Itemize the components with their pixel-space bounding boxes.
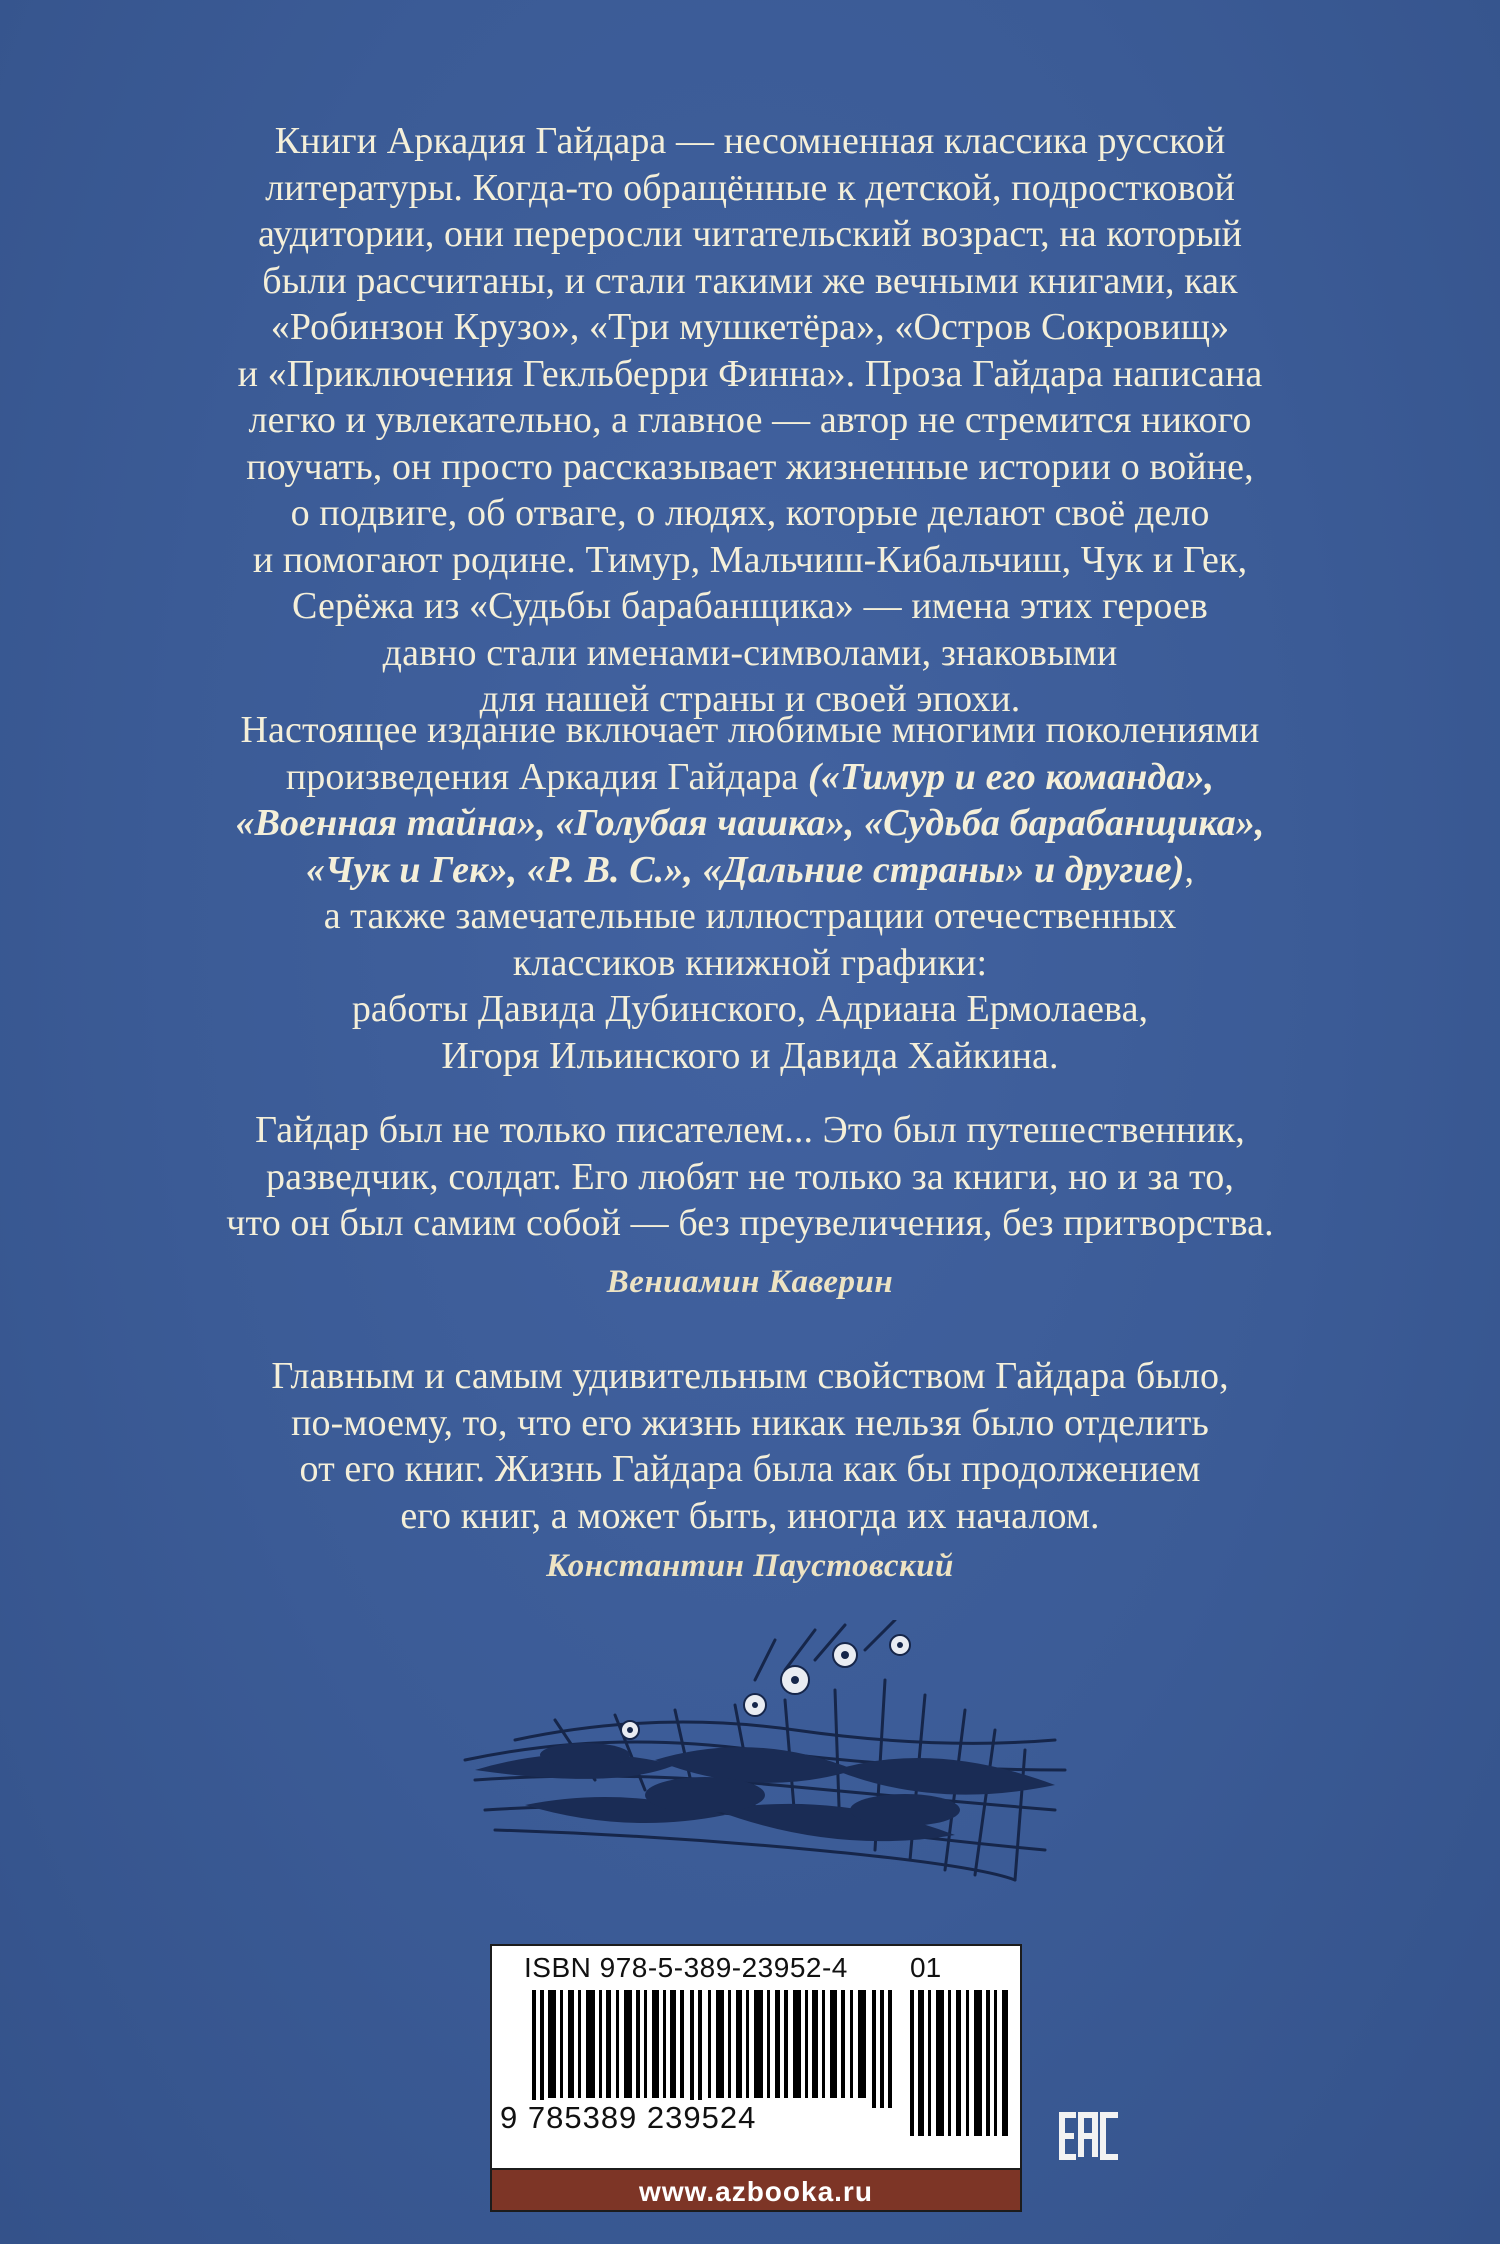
text-line: были рассчитаны, и стали такими же вечными книгами, как	[262, 259, 1238, 302]
text-line: Игоря Ильинского и Давида Хайкина.	[441, 1034, 1059, 1077]
price-addon-number: 01	[910, 1952, 942, 1983]
text-line: Настоящее издание включает любимые многими поколениями	[240, 709, 1260, 751]
text-line: работы Давида Дубинского, Адриана Ермолаева,	[351, 988, 1149, 1030]
text-plain: ,	[1184, 848, 1195, 891]
works-list: «Чук и Гек», «Р. В. С.», «Дальние страны» и другие)	[305, 848, 1185, 891]
text-line: давно стали именами-символами, знаковыми	[382, 631, 1118, 674]
quote-line: Гайдар был не только писателем... Это был путешественник,	[255, 1109, 1245, 1151]
text-line: Книги Аркадия Гайдара — несомненная классика русской	[274, 120, 1226, 162]
quote-line: по-моему, то, что его жизнь никак нельзя было отделить	[291, 1401, 1209, 1444]
quote-line: разведчик, солдат. Его любят не только за книги, но и за то,	[266, 1155, 1234, 1198]
text-line	[150, 847, 1350, 894]
text-line: для нашей страны и своей эпохи.	[479, 678, 1021, 720]
text-line: классиков книжной графики:	[512, 941, 988, 984]
quote-line: Главным и самым удивительным свойством Гайдара было,	[271, 1355, 1229, 1397]
works-list: «Военная тайна», «Голубая чашка», «Судьба барабанщика»,	[235, 802, 1265, 844]
text-line: литературы. Когда-то обращённые к детской, подростковой	[265, 166, 1235, 209]
description-paragraph	[150, 118, 1350, 723]
works-list: («Тимур и его команда»,	[807, 755, 1215, 798]
quote-author: Вениамин Каверин	[606, 1264, 894, 1300]
quote-line: его книг, а может быть, иногда их началом.	[400, 1494, 1100, 1537]
edition-paragraph	[150, 707, 1350, 1079]
text-line	[150, 754, 1350, 801]
flowers-sketch-icon	[455, 1620, 1075, 1910]
text-line: о подвиге, об отваге, о людях, которые делают своё дело	[290, 492, 1210, 534]
text-line: поучать, он просто рассказывает жизненные истории о войне,	[246, 445, 1254, 488]
publisher-website: www.azbooka.ru	[490, 2168, 1022, 2212]
barcode-icon	[532, 1990, 896, 2108]
text-line: Серёжа из «Судьбы барабанщика» — имена этих героев	[292, 585, 1208, 627]
text-line: и «Приключения Гекльберри Финна». Проза Гайдара написана	[237, 352, 1263, 395]
eac-mark-icon	[1058, 2111, 1124, 2161]
quote-kaverin	[150, 1107, 1350, 1247]
text-line: легко и увлекательно, а главное — автор не стремится никого	[248, 399, 1252, 441]
text-line: а также замечательные иллюстрации отечественных	[323, 895, 1177, 937]
quote-author: Константин Паустовский	[546, 1548, 954, 1584]
text-line: и помогают родине. Тимур, Мальчиш-Кибальчиш, Чук и Гек,	[252, 538, 1248, 581]
text-plain: произведения Аркадия Гайдара	[285, 755, 808, 798]
text-line: аудитории, они переросли читательский возраст, на который	[257, 213, 1243, 255]
isbn-number: ISBN 978-5-389-23952-4	[524, 1952, 848, 1983]
ean-digits: 9 785389 239524	[500, 2100, 757, 2135]
quote-line: от его книг. Жизнь Гайдара была как бы продолжением	[299, 1448, 1201, 1490]
isbn-barcode-panel	[490, 1944, 1022, 2170]
quote-line: что он был самим собой — без преувеличения, без притворства.	[226, 1202, 1274, 1244]
text-line: «Робинзон Крузо», «Три мушкетёра», «Остров Сокровищ»	[270, 306, 1230, 348]
quote-paustovsky	[150, 1353, 1350, 1539]
addon-barcode-icon	[910, 1990, 1012, 2136]
